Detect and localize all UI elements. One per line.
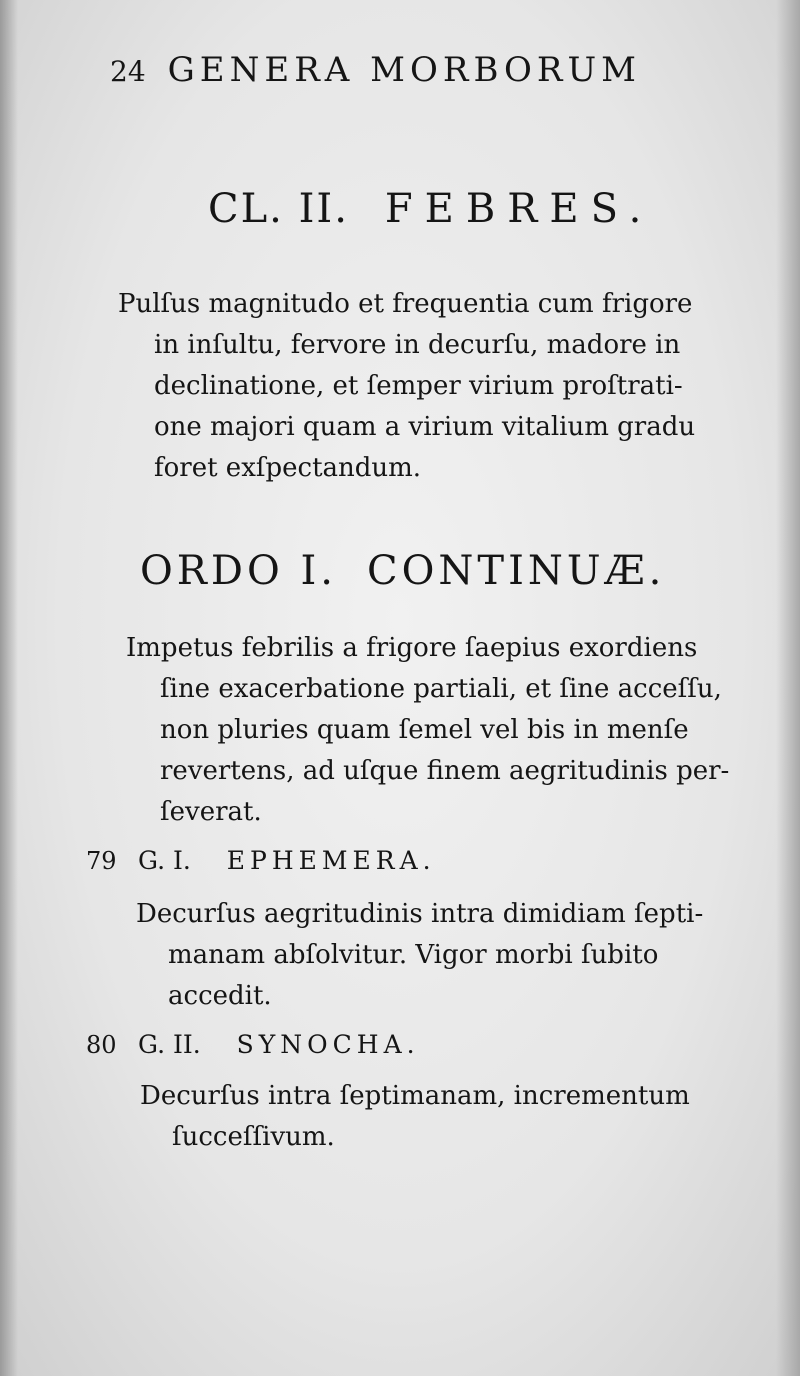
text-line: in inſultu, fervore in decurſu, madore in: [154, 330, 681, 360]
genus-name: SYNOCHA.: [236, 1030, 420, 1059]
page-number: 24: [110, 55, 146, 88]
page-edge-shadow-right: [776, 0, 800, 1376]
genus-number: 79: [86, 847, 117, 875]
text-line: Decurſus intra ſeptimanam, incrementum: [140, 1081, 690, 1111]
text-line: ſine exacerbatione partiali, et ſine acceſſu,: [160, 674, 722, 704]
text-line: non pluries quam ſemel vel bis in menſe: [160, 715, 689, 745]
order-name: CONTINUÆ.: [367, 548, 666, 594]
running-header: [110, 50, 641, 90]
genus-number: 80: [86, 1031, 117, 1059]
class-name: FEBRES.: [384, 186, 654, 232]
text-line: declinatione, et ſemper virium proſtrati-: [154, 371, 683, 401]
text-line: ſeverat.: [160, 797, 262, 827]
genus-heading: [86, 1030, 420, 1059]
text-line: Pulſus magnitudo et frequentia cum frigore: [118, 289, 693, 319]
order-heading: [140, 548, 665, 594]
page-edge-shadow-left: [0, 0, 18, 1376]
text-line: accedit.: [168, 981, 272, 1011]
genus-label: G. II.: [138, 1030, 201, 1059]
running-title: GENERA MORBORUM: [167, 50, 641, 90]
order-description: [126, 628, 729, 833]
text-line: manam abſolvitur. Vigor morbi ſubito: [168, 940, 659, 970]
class-description: [118, 284, 695, 489]
genus-label: G. I.: [138, 846, 191, 875]
order-label: ORDO I.: [140, 548, 338, 594]
text-line: foret exſpectandum.: [154, 453, 422, 483]
text-line: Decurſus aegritudinis intra dimidiam ſepti-: [136, 899, 704, 929]
text-line: revertens, ad uſque finem aegritudinis per-: [160, 756, 730, 786]
text-line: ſucceſſivum.: [172, 1122, 335, 1152]
genus-description: [140, 1076, 690, 1158]
class-label: CL. II.: [208, 186, 349, 232]
text-line: one majori quam a virium vitalium gradu: [154, 412, 696, 442]
genus-heading: [86, 846, 436, 875]
genus-description: [136, 894, 703, 1017]
genus-name: EPHEMERA.: [226, 846, 436, 875]
text-line: Impetus febrilis a frigore ſaepius exordiens: [126, 633, 698, 663]
class-heading: [208, 186, 653, 232]
